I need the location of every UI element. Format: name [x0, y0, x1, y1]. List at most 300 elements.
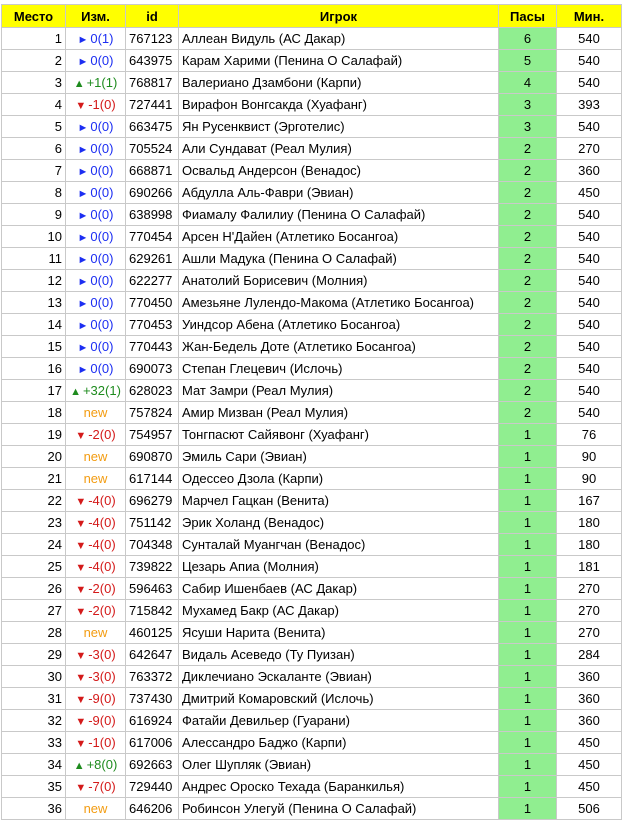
table-row[interactable]	[2, 644, 622, 666]
id-cell: 727441	[126, 94, 179, 116]
header-row	[2, 5, 622, 28]
rank-cell: 14	[2, 314, 66, 336]
rank-cell: 33	[2, 732, 66, 754]
change-value: -4(0)	[88, 493, 116, 508]
change-cell	[66, 402, 126, 424]
minutes-cell: 450	[557, 732, 622, 754]
rank-cell: 34	[2, 754, 66, 776]
table-row[interactable]	[2, 358, 622, 380]
player-cell: Андрес Ороско Техада (Баранкилья)	[179, 776, 499, 798]
assists-cell: 2	[499, 402, 557, 424]
change-cell	[66, 468, 126, 490]
change-value: -9(0)	[88, 713, 116, 728]
minutes-cell: 360	[557, 710, 622, 732]
rank-cell: 26	[2, 578, 66, 600]
table-row[interactable]	[2, 798, 622, 820]
assists-cell: 1	[499, 666, 557, 688]
id-cell: 737430	[126, 688, 179, 710]
rank-cell: 3	[2, 72, 66, 94]
arrow-down-icon: ▼	[75, 650, 87, 662]
player-cell: Амир Мизван (Реал Мулия)	[179, 402, 499, 424]
rank-cell: 12	[2, 270, 66, 292]
assists-cell: 1	[499, 468, 557, 490]
arrow-up-icon: ▲	[70, 386, 81, 398]
table-row[interactable]	[2, 292, 622, 314]
change-value: -4(0)	[88, 515, 116, 530]
arrow-right-icon: ►	[77, 34, 89, 46]
table-row[interactable]	[2, 688, 622, 710]
minutes-cell: 450	[557, 776, 622, 798]
player-cell: Анатолий Борисевич (Молния)	[179, 270, 499, 292]
rank-cell: 27	[2, 600, 66, 622]
rank-cell: 32	[2, 710, 66, 732]
player-cell: Робинсон Улегуй (Пенина О Салафай)	[179, 798, 499, 820]
id-cell: 663475	[126, 116, 179, 138]
change-cell	[66, 644, 126, 666]
id-cell: 617006	[126, 732, 179, 754]
arrow-right-icon: ►	[77, 166, 89, 178]
table-row[interactable]	[2, 380, 622, 402]
id-cell: 704348	[126, 534, 179, 556]
arrow-right-icon: ►	[77, 122, 89, 134]
assists-cell: 2	[499, 182, 557, 204]
rank-cell: 2	[2, 50, 66, 72]
player-cell: Тонгпасют Сайявонг (Хуафанг)	[179, 424, 499, 446]
rank-cell: 35	[2, 776, 66, 798]
change-value: 0(0)	[90, 273, 114, 288]
change-cell	[66, 798, 126, 820]
minutes-cell: 450	[557, 182, 622, 204]
change-value: 0(0)	[90, 141, 114, 156]
arrow-down-icon: ▼	[75, 716, 87, 728]
assists-cell: 1	[499, 534, 557, 556]
table-body	[2, 28, 622, 820]
minutes-cell: 76	[557, 424, 622, 446]
player-cell: Степан Глецевич (Ислочь)	[179, 358, 499, 380]
change-value: 0(0)	[90, 119, 114, 134]
id-cell: 767123	[126, 28, 179, 50]
table-row[interactable]	[2, 600, 622, 622]
change-cell	[66, 578, 126, 600]
table-row[interactable]	[2, 446, 622, 468]
change-value: 0(0)	[90, 339, 114, 354]
change-cell	[66, 446, 126, 468]
assists-cell: 2	[499, 314, 557, 336]
change-cell	[66, 248, 126, 270]
minutes-cell: 540	[557, 226, 622, 248]
rank-cell: 10	[2, 226, 66, 248]
rank-cell: 7	[2, 160, 66, 182]
minutes-cell: 540	[557, 204, 622, 226]
minutes-cell: 450	[557, 754, 622, 776]
change-cell	[66, 358, 126, 380]
player-cell: Сунталай Муангчан (Венадос)	[179, 534, 499, 556]
minutes-cell: 284	[557, 644, 622, 666]
minutes-cell: 540	[557, 292, 622, 314]
minutes-cell: 360	[557, 160, 622, 182]
table-row[interactable]	[2, 754, 622, 776]
rank-cell: 9	[2, 204, 66, 226]
id-cell: 754957	[126, 424, 179, 446]
minutes-cell: 540	[557, 116, 622, 138]
id-cell: 643975	[126, 50, 179, 72]
player-cell: Ян Русенквист (Эрготелис)	[179, 116, 499, 138]
minutes-cell: 180	[557, 534, 622, 556]
change-cell	[66, 336, 126, 358]
assists-cell: 2	[499, 226, 557, 248]
player-cell: Арсен Н'Дайен (Атлетико Босангоа)	[179, 226, 499, 248]
change-cell	[66, 622, 126, 644]
arrow-right-icon: ►	[77, 364, 89, 376]
id-cell: 690870	[126, 446, 179, 468]
table-row[interactable]	[2, 28, 622, 50]
change-cell	[66, 182, 126, 204]
assists-cell: 2	[499, 358, 557, 380]
change-value: new	[83, 625, 108, 640]
table-row[interactable]	[2, 556, 622, 578]
rank-cell: 5	[2, 116, 66, 138]
player-cell: Мухамед Бакр (АС Дакар)	[179, 600, 499, 622]
rank-cell: 31	[2, 688, 66, 710]
change-value: 0(0)	[90, 295, 114, 310]
table-row[interactable]	[2, 710, 622, 732]
assists-cell: 2	[499, 248, 557, 270]
change-cell	[66, 28, 126, 50]
minutes-cell: 540	[557, 314, 622, 336]
assists-cell: 1	[499, 688, 557, 710]
table-row[interactable]	[2, 776, 622, 798]
player-cell: Олег Шупляк (Эвиан)	[179, 754, 499, 776]
table-row[interactable]	[2, 72, 622, 94]
player-cell: Ашли Мадука (Пенина О Салафай)	[179, 248, 499, 270]
assists-cell: 1	[499, 732, 557, 754]
change-cell	[66, 292, 126, 314]
minutes-cell: 540	[557, 380, 622, 402]
arrow-right-icon: ►	[77, 210, 89, 222]
arrow-right-icon: ►	[77, 298, 89, 310]
table-row[interactable]	[2, 424, 622, 446]
player-cell: Сабир Ишенбаев (АС Дакар)	[179, 578, 499, 600]
arrow-down-icon: ▼	[75, 540, 87, 552]
table-row[interactable]	[2, 94, 622, 116]
rank-cell: 36	[2, 798, 66, 820]
change-value: 0(0)	[90, 53, 114, 68]
minutes-cell: 540	[557, 358, 622, 380]
table-row[interactable]	[2, 732, 622, 754]
id-cell: 638998	[126, 204, 179, 226]
change-value: -3(0)	[88, 669, 116, 684]
minutes-cell: 90	[557, 446, 622, 468]
change-cell	[66, 314, 126, 336]
change-value: -4(0)	[88, 537, 116, 552]
assists-cell: 1	[499, 578, 557, 600]
id-cell: 739822	[126, 556, 179, 578]
change-value: -1(0)	[88, 735, 116, 750]
id-cell: 763372	[126, 666, 179, 688]
table-row[interactable]	[2, 226, 622, 248]
header-rank[interactable]: Место	[2, 5, 66, 28]
table-row[interactable]	[2, 160, 622, 182]
id-cell: 629261	[126, 248, 179, 270]
player-cell: Освальд Андерсон (Венадос)	[179, 160, 499, 182]
minutes-cell: 270	[557, 578, 622, 600]
table-row[interactable]	[2, 622, 622, 644]
change-cell	[66, 380, 126, 402]
change-value: 0(0)	[90, 229, 114, 244]
change-value: -1(0)	[88, 97, 116, 112]
assists-cell: 2	[499, 336, 557, 358]
id-cell: 690073	[126, 358, 179, 380]
change-cell	[66, 50, 126, 72]
player-cell: Эрик Холанд (Венадос)	[179, 512, 499, 534]
player-cell: Карам Харими (Пенина О Салафай)	[179, 50, 499, 72]
table-row[interactable]	[2, 270, 622, 292]
header-player[interactable]: Игрок	[179, 5, 499, 28]
arrow-right-icon: ►	[77, 254, 89, 266]
assists-cell: 1	[499, 600, 557, 622]
change-value: 0(0)	[90, 361, 114, 376]
player-cell: Алессандро Баджо (Карпи)	[179, 732, 499, 754]
assists-cell: 1	[499, 798, 557, 820]
minutes-cell: 393	[557, 94, 622, 116]
rank-cell: 16	[2, 358, 66, 380]
rank-cell: 18	[2, 402, 66, 424]
table-row[interactable]	[2, 116, 622, 138]
id-cell: 770453	[126, 314, 179, 336]
id-cell: 628023	[126, 380, 179, 402]
change-cell	[66, 226, 126, 248]
arrow-down-icon: ▼	[75, 430, 87, 442]
change-cell	[66, 424, 126, 446]
minutes-cell: 540	[557, 336, 622, 358]
rank-cell: 22	[2, 490, 66, 512]
id-cell: 596463	[126, 578, 179, 600]
change-value: 0(1)	[90, 31, 114, 46]
arrow-right-icon: ►	[77, 342, 89, 354]
assists-cell: 2	[499, 270, 557, 292]
id-cell: 668871	[126, 160, 179, 182]
change-cell	[66, 556, 126, 578]
assists-cell: 4	[499, 72, 557, 94]
change-cell	[66, 94, 126, 116]
change-value: new	[83, 449, 108, 464]
assists-cell: 2	[499, 138, 557, 160]
player-cell: Марчел Гацкан (Венита)	[179, 490, 499, 512]
player-cell: Жан-Бедель Доте (Атлетико Босангоа)	[179, 336, 499, 358]
arrow-down-icon: ▼	[75, 782, 87, 794]
player-cell: Диклечиано Эскаланте (Эвиан)	[179, 666, 499, 688]
minutes-cell: 181	[557, 556, 622, 578]
id-cell: 622277	[126, 270, 179, 292]
id-cell: 757824	[126, 402, 179, 424]
change-value: new	[83, 801, 108, 816]
assists-cell: 1	[499, 776, 557, 798]
assists-cell: 3	[499, 116, 557, 138]
rank-cell: 28	[2, 622, 66, 644]
table-row[interactable]	[2, 468, 622, 490]
rank-cell: 30	[2, 666, 66, 688]
assists-table	[1, 4, 622, 820]
assists-cell: 1	[499, 644, 557, 666]
id-cell: 642647	[126, 644, 179, 666]
assists-cell: 2	[499, 292, 557, 314]
table-row[interactable]	[2, 512, 622, 534]
minutes-cell: 540	[557, 50, 622, 72]
change-cell	[66, 512, 126, 534]
arrow-down-icon: ▼	[75, 694, 87, 706]
rank-cell: 25	[2, 556, 66, 578]
assists-cell: 1	[499, 622, 557, 644]
minutes-cell: 270	[557, 622, 622, 644]
change-value: -2(0)	[88, 427, 116, 442]
table-row[interactable]	[2, 578, 622, 600]
change-cell	[66, 666, 126, 688]
arrow-down-icon: ▼	[75, 672, 87, 684]
table-row[interactable]	[2, 534, 622, 556]
header-change[interactable]: Изм.	[66, 5, 126, 28]
change-value: +32(1)	[82, 383, 121, 398]
id-cell: 705524	[126, 138, 179, 160]
change-value: 0(0)	[90, 185, 114, 200]
table-row[interactable]	[2, 248, 622, 270]
minutes-cell: 270	[557, 600, 622, 622]
change-cell	[66, 732, 126, 754]
id-cell: 770454	[126, 226, 179, 248]
id-cell: 715842	[126, 600, 179, 622]
arrow-right-icon: ►	[77, 276, 89, 288]
arrow-down-icon: ▼	[75, 496, 87, 508]
table-row[interactable]	[2, 666, 622, 688]
minutes-cell: 540	[557, 72, 622, 94]
change-value: -2(0)	[88, 603, 116, 618]
change-cell	[66, 710, 126, 732]
arrow-down-icon: ▼	[75, 100, 87, 112]
change-cell	[66, 776, 126, 798]
change-cell	[66, 270, 126, 292]
id-cell: 690266	[126, 182, 179, 204]
id-cell: 460125	[126, 622, 179, 644]
minutes-cell: 360	[557, 688, 622, 710]
arrow-down-icon: ▼	[75, 606, 87, 618]
change-value: -4(0)	[88, 559, 116, 574]
minutes-cell: 540	[557, 28, 622, 50]
rank-cell: 29	[2, 644, 66, 666]
change-value: -3(0)	[88, 647, 116, 662]
assists-cell: 6	[499, 28, 557, 50]
minutes-cell: 180	[557, 512, 622, 534]
player-cell: Уиндсор Абена (Атлетико Босангоа)	[179, 314, 499, 336]
table-row[interactable]	[2, 204, 622, 226]
change-value: +8(0)	[86, 757, 118, 772]
table-row[interactable]	[2, 182, 622, 204]
rank-cell: 23	[2, 512, 66, 534]
arrow-right-icon: ►	[77, 320, 89, 332]
player-cell: Вирафон Вонгсакда (Хуафанг)	[179, 94, 499, 116]
assists-cell: 3	[499, 94, 557, 116]
player-cell: Эмиль Сари (Эвиан)	[179, 446, 499, 468]
rank-cell: 17	[2, 380, 66, 402]
player-cell: Видаль Асеведо (Ту Пуизан)	[179, 644, 499, 666]
table-row[interactable]	[2, 402, 622, 424]
header-id[interactable]: id	[126, 5, 179, 28]
rank-cell: 13	[2, 292, 66, 314]
player-cell: Мат Замри (Реал Мулия)	[179, 380, 499, 402]
rank-cell: 15	[2, 336, 66, 358]
change-value: +1(1)	[86, 75, 118, 90]
change-value: 0(0)	[90, 207, 114, 222]
header-assists[interactable]: Пасы	[499, 5, 557, 28]
header-minutes[interactable]: Мин.	[557, 5, 622, 28]
change-value: 0(0)	[90, 317, 114, 332]
minutes-cell: 540	[557, 402, 622, 424]
player-cell: Амезьяне Лулендо-Макома (Атлетико Босангоа)	[179, 292, 499, 314]
arrow-down-icon: ▼	[75, 738, 87, 750]
arrow-up-icon: ▲	[73, 760, 85, 772]
player-cell: Валериано Дзамбони (Карпи)	[179, 72, 499, 94]
assists-cell: 1	[499, 446, 557, 468]
minutes-cell: 506	[557, 798, 622, 820]
minutes-cell: 167	[557, 490, 622, 512]
arrow-right-icon: ►	[77, 144, 89, 156]
assists-cell: 1	[499, 490, 557, 512]
id-cell: 751142	[126, 512, 179, 534]
arrow-down-icon: ▼	[75, 518, 87, 530]
change-cell	[66, 138, 126, 160]
assists-cell: 1	[499, 556, 557, 578]
rank-cell: 8	[2, 182, 66, 204]
assists-cell: 1	[499, 512, 557, 534]
rank-cell: 21	[2, 468, 66, 490]
table-row[interactable]	[2, 138, 622, 160]
assists-cell: 2	[499, 380, 557, 402]
change-value: -7(0)	[88, 779, 116, 794]
id-cell: 692663	[126, 754, 179, 776]
player-cell: Цезарь Апиа (Молния)	[179, 556, 499, 578]
player-cell: Абдулла Аль-Фаври (Эвиан)	[179, 182, 499, 204]
player-cell: Али Сундават (Реал Мулия)	[179, 138, 499, 160]
id-cell: 696279	[126, 490, 179, 512]
arrow-up-icon: ▲	[73, 78, 85, 90]
player-cell: Ясуши Нарита (Венита)	[179, 622, 499, 644]
table-row[interactable]	[2, 490, 622, 512]
rank-cell: 6	[2, 138, 66, 160]
assists-cell: 2	[499, 204, 557, 226]
table-row[interactable]	[2, 336, 622, 358]
table-row[interactable]	[2, 50, 622, 72]
assists-cell: 5	[499, 50, 557, 72]
assists-cell: 1	[499, 754, 557, 776]
change-cell	[66, 204, 126, 226]
change-cell	[66, 160, 126, 182]
rank-cell: 4	[2, 94, 66, 116]
arrow-right-icon: ►	[77, 188, 89, 200]
change-cell	[66, 754, 126, 776]
assists-cell: 1	[499, 710, 557, 732]
id-cell: 770443	[126, 336, 179, 358]
arrow-right-icon: ►	[77, 232, 89, 244]
rank-cell: 24	[2, 534, 66, 556]
change-value: new	[83, 471, 108, 486]
player-cell: Фиамалу Фалилиу (Пенина О Салафай)	[179, 204, 499, 226]
minutes-cell: 360	[557, 666, 622, 688]
rank-cell: 11	[2, 248, 66, 270]
minutes-cell: 90	[557, 468, 622, 490]
minutes-cell: 540	[557, 270, 622, 292]
player-cell: Фатайи Девильер (Гуарани)	[179, 710, 499, 732]
id-cell: 729440	[126, 776, 179, 798]
table-row[interactable]	[2, 314, 622, 336]
minutes-cell: 540	[557, 248, 622, 270]
